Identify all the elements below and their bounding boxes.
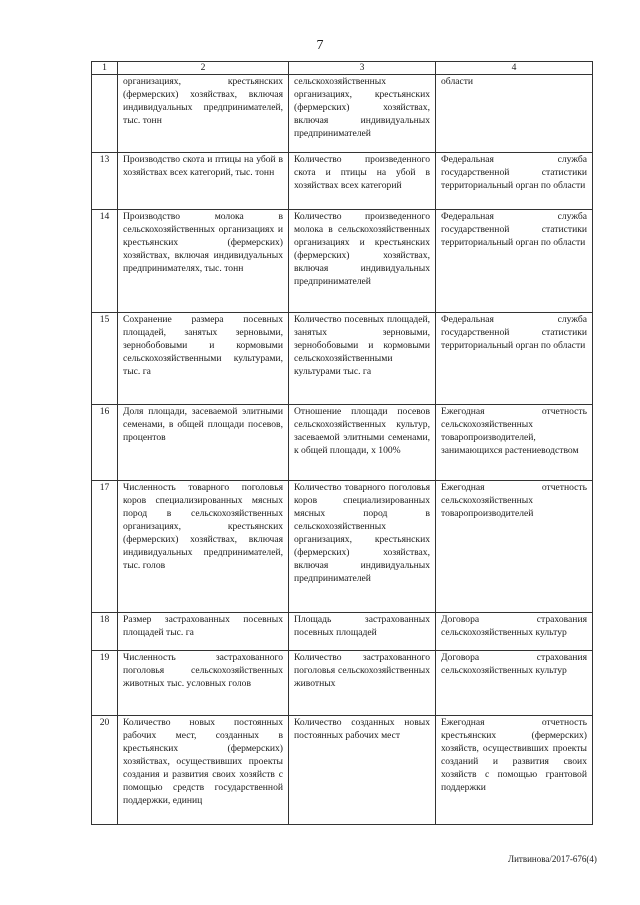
data-source: Договора страхования сельскохозяйственных культур — [436, 651, 593, 716]
indicator-name: Производство молока в сельскохозяйственных организациях и крестьянских (фермерских) хозяйствах, включая индивидуальных предпринимателях, тыс. тонн — [118, 210, 289, 313]
table-row — [92, 153, 593, 210]
indicator-name: организациях, крестьянских (фермерских) хозяйствах, включая индивидуальных предпринимателей, тыс. тонн — [118, 75, 289, 153]
indicators-table — [91, 61, 593, 825]
table-row — [92, 651, 593, 716]
calculation-method: сельскохозяйственных организациях, крестьянских (фермерских) хозяйствах, включая индивидуальных предпринимателей — [289, 75, 436, 153]
table-row — [92, 716, 593, 825]
calculation-method: Площадь застрахованных посевных площадей — [289, 613, 436, 651]
indicator-name: Размер застрахованных посевных площадей тыс. га — [118, 613, 289, 651]
header-cell: 3 — [289, 62, 436, 75]
calculation-method: Отношение площади посевов сельскохозяйственных культур, засеваемой элитными семенами, к общей площади, х 100% — [289, 405, 436, 481]
table-row — [92, 481, 593, 613]
indicator-name: Сохранение размера посевных площадей, занятых зерновыми, зернобобовыми и кормовыми сельскохозяйственными культурами, тыс. га — [118, 313, 289, 405]
calculation-method: Количество товарного поголовья коров специализированных мясных пород в сельскохозяйственных организациях, крестьянских (фермерских) хозяйствах, включая индивидуальных предпринимателей — [289, 481, 436, 613]
row-number: 14 — [92, 210, 118, 313]
row-number: 19 — [92, 651, 118, 716]
row-number: 18 — [92, 613, 118, 651]
data-source: Федеральная служба государственной статистики территориальный орган по области — [436, 153, 593, 210]
row-number — [92, 75, 118, 153]
table-row — [92, 313, 593, 405]
calculation-method: Количество созданных новых постоянных рабочих мест — [289, 716, 436, 825]
table-row — [92, 75, 593, 153]
data-source: Ежегодная отчетность крестьянских (фермерских) хозяйств, осуществивших проекты созданий и развития своих хозяйств с помощью грантовой поддержки — [436, 716, 593, 825]
row-number: 20 — [92, 716, 118, 825]
row-number: 16 — [92, 405, 118, 481]
data-source: Ежегодная отчетность сельскохозяйственных товаропроизводителей, занимающихся растениеводством — [436, 405, 593, 481]
data-source: области — [436, 75, 593, 153]
calculation-method: Количество посевных площадей, занятых зерновыми, зернобобовыми и кормовыми сельскохозяйственными культурами тыс. га — [289, 313, 436, 405]
data-source: Ежегодная отчетность сельскохозяйственных товаропроизводителей — [436, 481, 593, 613]
calculation-method: Количество застрахованного поголовья сельскохозяйственных животных — [289, 651, 436, 716]
indicator-name: Производство скота и птицы на убой в хозяйствах всех категорий, тыс. тонн — [118, 153, 289, 210]
header-cell: 1 — [92, 62, 118, 75]
indicator-name: Доля площади, засеваемой элитными семенами, в общей площади посевов, процентов — [118, 405, 289, 481]
table-row — [92, 613, 593, 651]
calculation-method: Количество произведенного молока в сельскохозяйственных организациях и крестьянских (фермерских) хозяйствах, включая индивидуальных предпринимателей — [289, 210, 436, 313]
header-cell: 4 — [436, 62, 593, 75]
data-source: Федеральная служба государственной статистики территориальный орган по области — [436, 313, 593, 405]
row-number: 13 — [92, 153, 118, 210]
indicator-name: Численность товарного поголовья коров специализированных мясных пород в сельскохозяйственных организациях, крестьянских (фермерских) хозяйствах, включая индивидуальных предпринимателей, тыс. голов — [118, 481, 289, 613]
data-source: Договора страхования сельскохозяйственных культур — [436, 613, 593, 651]
calculation-method: Количество произведенного скота и птицы на убой в хозяйствах всех категорий — [289, 153, 436, 210]
document-footer-code: Литвинова/2017-676(4) — [508, 854, 597, 864]
table-header-row — [92, 62, 593, 75]
indicator-name: Количество новых постоянных рабочих мест, созданных в крестьянских (фермерских) хозяйствах, осуществивших проекты создания и развития своих хозяйств с помощью средств государственной поддержки, единиц — [118, 716, 289, 825]
indicator-name: Численность застрахованного поголовья сельскохозяйственных животных тыс. условных голов — [118, 651, 289, 716]
row-number: 15 — [92, 313, 118, 405]
data-source: Федеральная служба государственной статистики территориальный орган по области — [436, 210, 593, 313]
header-cell: 2 — [118, 62, 289, 75]
table-row — [92, 405, 593, 481]
table-row — [92, 210, 593, 313]
page-number: 7 — [316, 38, 324, 53]
row-number: 17 — [92, 481, 118, 613]
